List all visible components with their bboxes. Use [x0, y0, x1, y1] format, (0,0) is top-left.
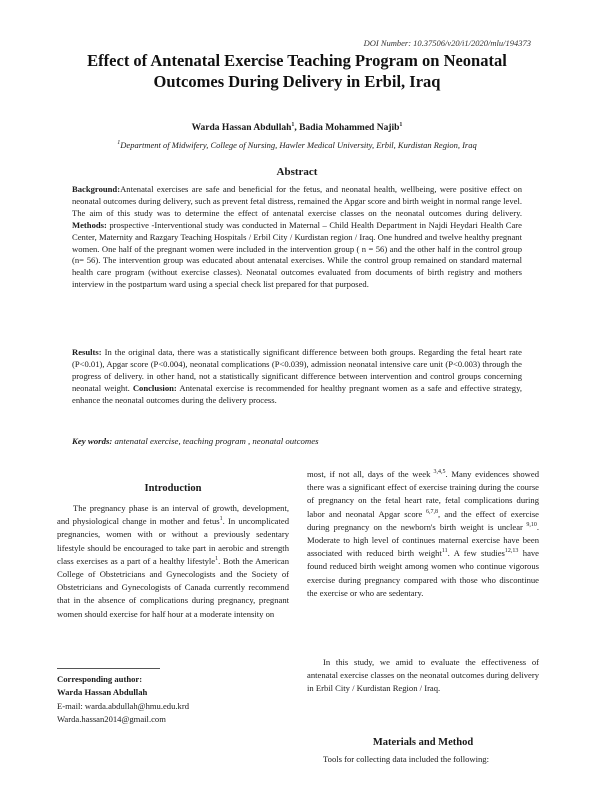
author-separator: , — [294, 123, 300, 133]
intro-text-c: . Both the American College of Obstetricians and Gynecologists and the Society of Obstetricians and Gynecologists of Canada currently recommend that in the absence of complications during pregnancy, pregnant women should exercise for half hour at a moderate intensity on — [57, 555, 290, 619]
right-text-f: have found reduced birth weight among women who continue vigorous exercise during pregnancy compared with those who discontinue the exercise or who are sedentary. — [307, 548, 539, 598]
keywords — [72, 436, 522, 448]
background-label: Background: — [72, 184, 121, 194]
author-2-affiliation: 1 — [399, 121, 403, 128]
conclusion-label: Conclusion: — [132, 382, 177, 393]
citation-3: 3,4,5 — [430, 469, 446, 476]
footnote-divider — [57, 668, 160, 669]
intro-text-a: The pregnancy phase is an interval of growth, development, and physiological change in mother and fetus — [57, 503, 289, 527]
intro-text-b: . In uncomplicated pregnancies, women with or without a previously sedentary lifestyle should be encouraged to take part in aerobic and strength class exercises as a part of a healthy lifestyle — [57, 516, 289, 566]
citation-7: 12,13 — [504, 548, 519, 555]
right-text-d: . Moderate to high level of continues maternal exercise have been associated with reduced birth weight — [307, 521, 540, 559]
right-text-c: , and the effect of exercise during pregnancy on the newborn's birth weight is unclear — [307, 508, 539, 532]
results-text: In the original data, there was a statistically significant difference between both groups. Regarding the fetal heart rate (P<0.01), Apgar score (P<0.004), neonatal complications (P<0.039), admission neonatal intensive care unit (P<0.003) through the progress of delivery. in other hand, not a statistically significant difference between intervention and control groups concerning neonatal weight. — [72, 347, 522, 393]
citation-5: 9,10 — [522, 521, 537, 528]
title-line-1: Effect of Antenatal Exercise Teaching Program on Neonatal — [87, 51, 507, 70]
right-text-e: . A few studies — [447, 548, 505, 559]
right-text-b: . Many evidences showed there was a significant effect of exercise training during the course of pregnancy on the fetal heart rate, fetal complications during labor and neonatal Apgar score — [307, 469, 539, 519]
affiliation-marker: 1 — [117, 140, 121, 147]
results-label: Results: — [72, 347, 102, 357]
methods-text: prospective -Interventional study was conducted in Maternal – Child Health Department in Najdi Heydari Health Care Center, Maternity and Razgary Teaching Hospitals / Erbil City / Kurdistan region / Iraq. One hundred and twelve healthy pregnant women. One half of the pregnant women were included in the intervention group ( n = 56) and the other half in the control group (n= 56). The intervention group was educated about antenatal exercises. While the control group remained on standard maternal health care program (without exercise classes). Neonatal outcomes evaluated from documents of birth registry and mothers interview in the postpartum ward using a special check list prepared for that purposed. — [72, 219, 522, 290]
conclusion-text: Antenatal exercise is recommended for healthy pregnant women as a safe and effective strategy, enhance the neonatal outcomes during the delivery process. — [72, 382, 522, 405]
corresponding-author-label: Corresponding author: — [57, 674, 143, 684]
corresponding-author-name: Warda Hassan Abdullah — [57, 687, 148, 697]
author-2: Badia Mohammed Najib — [299, 123, 400, 133]
paper-title — [60, 50, 534, 92]
background-text: Antenatal exercises are safe and beneficial for the fetus, and neonatal health, wellbeing, were positive effect on neonatal outcomes during delivery, such as prevent fetal distress, remained the Apgar score and birth weight in normal range level. The aim of this study was to determine the effect of antenatal exercise classes on the neonatal outcomes during delivery. — [72, 184, 522, 218]
author-1-affiliation: 1 — [291, 121, 295, 128]
citation-6: 11 — [441, 548, 448, 555]
keywords-label: Key words: — [72, 436, 113, 446]
citation-2: 1 — [215, 555, 219, 562]
citation-1: 1 — [219, 516, 223, 523]
corresponding-author-email-alt: Warda.hassan2014@gmail.com — [57, 714, 166, 724]
methods-label: Methods: — [72, 219, 107, 230]
title-line-2: Outcomes During Delivery in Erbil, Iraq — [153, 72, 441, 91]
introduction-paragraph-1 — [57, 502, 289, 621]
author-list — [60, 123, 534, 133]
introduction-heading: Introduction — [144, 483, 202, 494]
keywords-text: antenatal exercise, teaching program , neonatal outcomes — [114, 436, 319, 446]
right-column-paragraph-2: In this study, we amid to evaluate the effectiveness of antenatal exercise classes on the neonatal outcomes during delivery in Erbil City / Kurdistan Region / Iraq. — [307, 657, 539, 694]
citation-4: 6,7,8 — [422, 508, 438, 515]
affiliation-text: Department of Midwifery, College of Nursing, Hawler Medical University, Erbil, Kurdistan Region, Iraq — [120, 140, 477, 150]
materials-method-heading: Materials and Method — [372, 737, 474, 748]
right-text-a: most, if not all, days of the week — [307, 469, 431, 479]
right-column-paragraph-3: Tools for collecting data included the following: — [323, 754, 489, 764]
corresponding-author-email: E-mail: warda.abdullah@hmu.edu.krd — [57, 701, 190, 711]
author-1: Warda Hassan Abdullah — [191, 123, 292, 133]
affiliation — [60, 140, 534, 150]
abstract-paragraph-background — [72, 184, 522, 291]
doi-number: DOI Number: 10.37506/v20/i1/2020/mlu/194373 — [363, 38, 531, 48]
abstract-heading: Abstract — [276, 166, 318, 178]
right-column-paragraph-1 — [307, 468, 539, 600]
abstract-paragraph-results — [72, 347, 522, 407]
